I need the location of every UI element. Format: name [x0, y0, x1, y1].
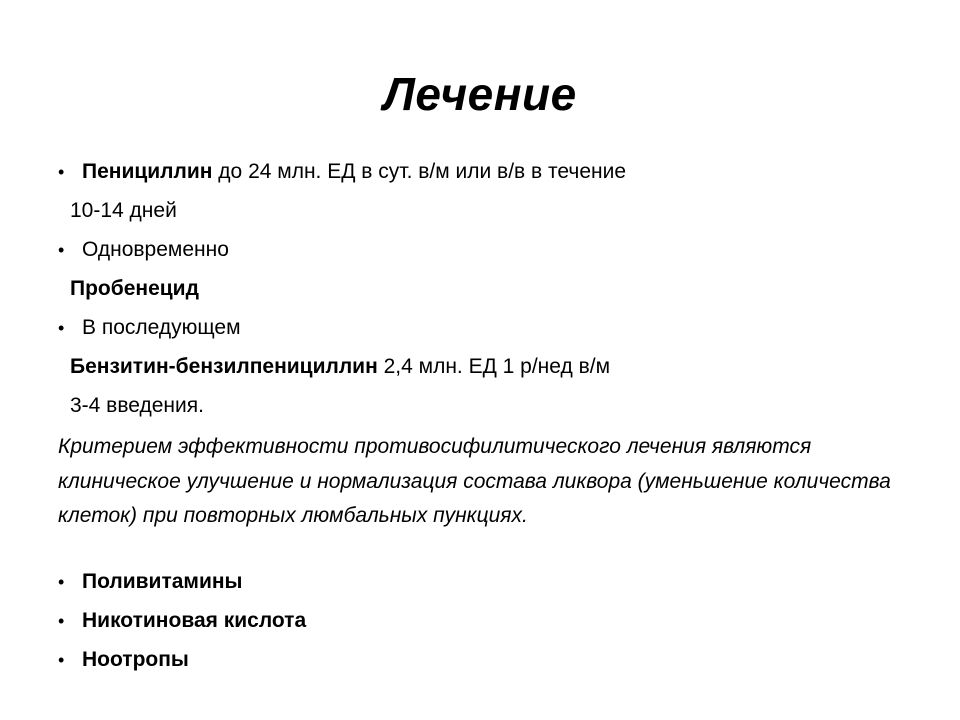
continuation-line: 10-14 дней [70, 199, 177, 222]
efficacy-criterion-paragraph: Критерием эффективности противосифилитического лечения являются клиническое улучшение и нормализация состава ликвора (уменьшение количества клеток) при повторных люмбальных пункциях. [58, 435, 891, 527]
bullet-icon: • [58, 650, 65, 670]
bullet-item-nootropics: Ноотропы [82, 648, 189, 671]
benzathine-line [70, 353, 610, 381]
drug-name: Пенициллин [82, 160, 213, 183]
slide-title: Лечение [383, 68, 577, 120]
dosage-text: до 24 млн. ЕД в сут. в/м или в/в в течение [212, 160, 627, 183]
bullet-item-subsequently: В последующем [82, 316, 241, 339]
bullet-icon: • [58, 318, 65, 338]
dosage-text: 2,4 млн. ЕД 1 р/нед в/м [377, 355, 611, 378]
bullet-icon: • [58, 611, 65, 631]
drug-name-probenecid: Пробенецид [70, 277, 199, 300]
drug-name: Бензитин-бензилпенициллин [70, 355, 378, 378]
bullet-icon: • [58, 240, 65, 260]
bullet-icon: • [58, 162, 65, 182]
bullet-item-simultaneously: Одновременно [82, 238, 229, 261]
bullet-item-multivitamins: Поливитамины [82, 570, 243, 593]
continuation-line: 3-4 введения. [70, 394, 204, 417]
bullet-item-nicotinic-acid: Никотиновая кислота [82, 609, 307, 632]
bullet-icon: • [58, 572, 65, 592]
bullet-item-penicillin [82, 158, 626, 186]
